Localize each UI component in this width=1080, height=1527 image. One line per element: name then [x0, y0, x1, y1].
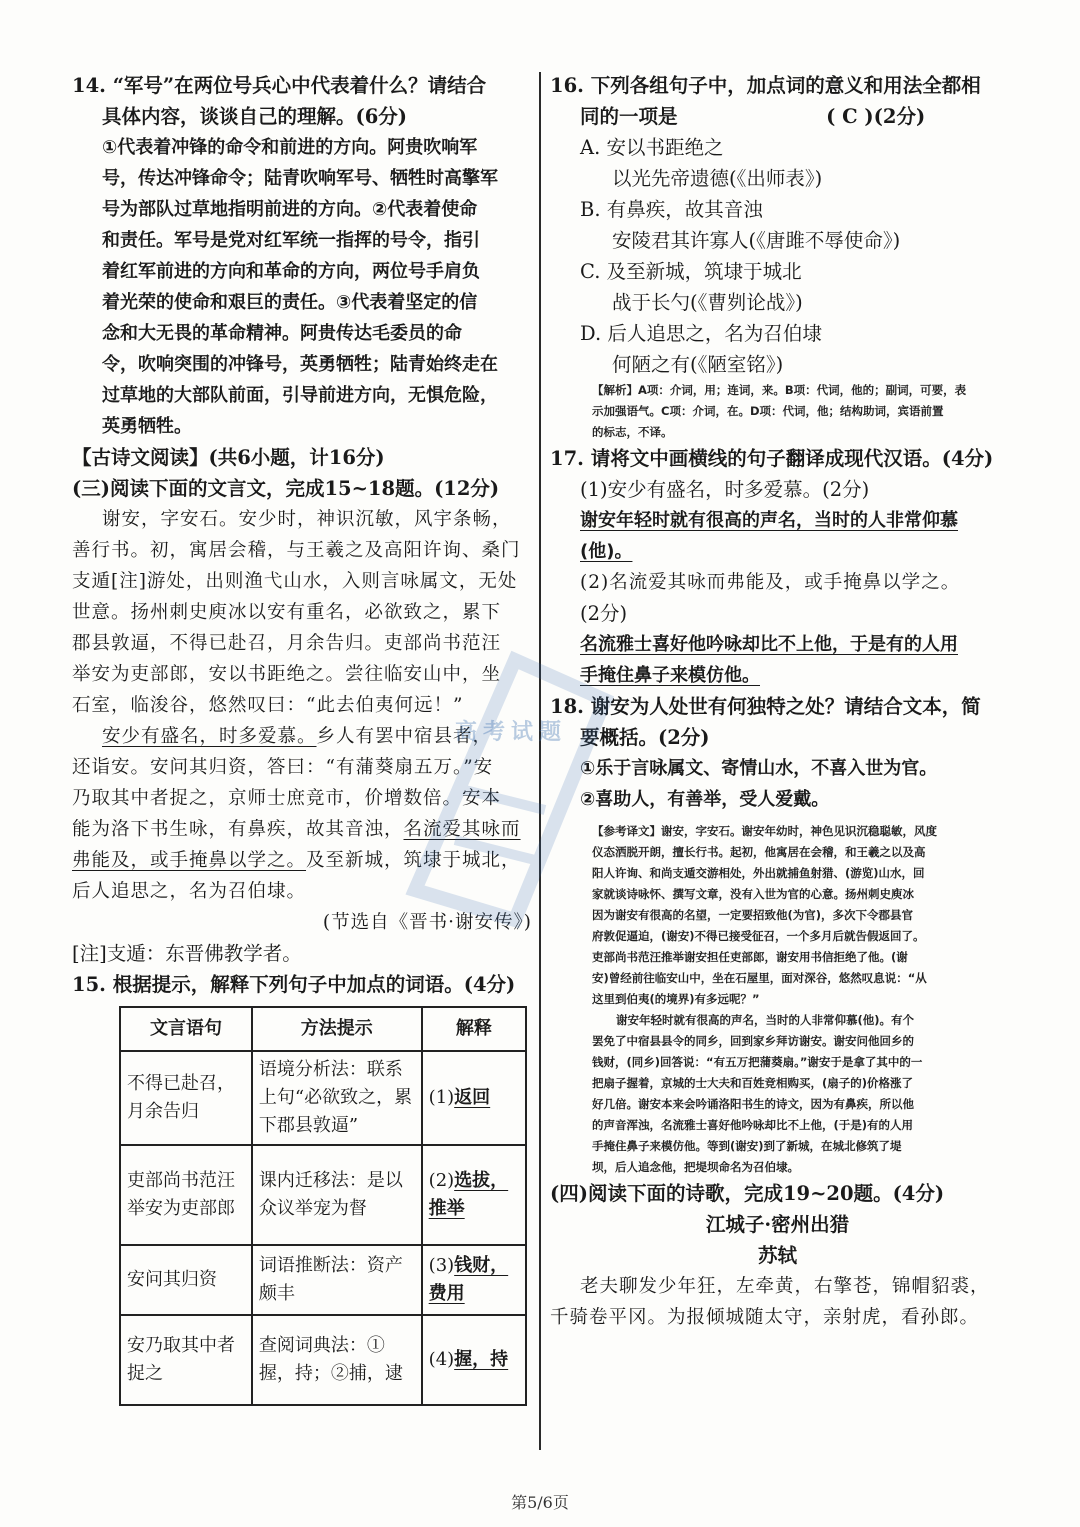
poem-line: 千骑卷平冈。为报倾城随太守，亲射虎，看孙郎。 [550, 1307, 980, 1328]
option-line: D. 后人追思之，名为召伯埭 [580, 322, 822, 345]
q15-stem: 15. 根据提示，解释下列句子中加点的词语。(4分) [72, 973, 516, 996]
q17-part2: (2)名流爱其咏而弗能及，或手掩鼻以学之。 [580, 572, 961, 593]
passage-line: 善行书。初，寓居会稽，与王羲之及高阳许询、桑门 [72, 540, 521, 561]
table-header: 方法提示 [252, 1007, 422, 1051]
table-cell-answer [422, 1051, 526, 1145]
translation-line: 谢安年轻时就有很高的声名，当时的人非常仰慕(他)。有个 [616, 1013, 915, 1027]
q17-answer1-line: (他)。 [580, 541, 633, 562]
poem-author: 苏轼 [757, 1244, 797, 1267]
table-header: 文言语句 [120, 1007, 252, 1051]
answer-number: (3) [428, 1255, 455, 1276]
translation-line: 吏部尚书范汪推举谢安担任吏部郎，谢安用书信拒绝了他。(谢 [592, 950, 908, 964]
q16-stem-line [550, 101, 1005, 132]
subsection-3-title: (三)阅读下面的文言文，完成15~18题。(12分) [72, 477, 500, 500]
table-cell-answer [422, 1145, 526, 1245]
table-cell-sentence: 吏部尚书范汪举安为吏部郎 [120, 1145, 252, 1245]
underlined-sentence: 名流爱其咏而 [403, 819, 521, 840]
q17-answer1-line: 谢安年轻时就有很高的声名，当时的人非常仰慕 [580, 510, 958, 531]
table-row [120, 1051, 526, 1145]
q17-answer2-line: 名流雅士喜好他吟咏却比不上他，于是有的人用 [580, 634, 958, 655]
watermark-text: 高考试题 [455, 719, 568, 745]
option-line: 战于长勺(《曹刿论战》) [612, 291, 803, 314]
table-cell-answer [422, 1245, 526, 1315]
analysis-line: 示加强语气。C项：介词，在。D项：代词，他；结构助词，宾语前置 [592, 404, 944, 418]
table-cell-sentence: 安乃取其中者捉之 [120, 1315, 252, 1405]
poem-line: 老夫聊发少年狂，左牵黄，右擎苍，锦帽貂裘， [580, 1276, 990, 1297]
q14-answer-line: 英勇牺牲。 [102, 416, 192, 437]
answer-text: 返回 [454, 1087, 491, 1108]
table-header: 解释 [422, 1007, 526, 1051]
translation-line: 阳人许询、和尚支遁交游相处，外出就捕鱼射猎、(游览)山水，回 [592, 866, 925, 880]
translation-line: 安)曾经前往临安山中，坐在石屋里，面对深谷，悠然叹息说：“从 [592, 971, 927, 985]
analysis-line: 【解析】A项：介词，用；连词，来。B项：代词，他的；副词，可要，表 [592, 383, 967, 397]
underlined-sentence: 安少有盛名，时多爱慕。 [102, 726, 317, 747]
table-row [120, 1145, 526, 1245]
q15-table [119, 1006, 527, 1406]
passage-line: 还诣安。安问其归资，答曰：“有蒲葵扇五万。”安 [72, 757, 494, 778]
passage-source: (节选自《晋书·谢安传》) [322, 912, 532, 933]
q16-answer-bracket: ( C )(2分) [826, 105, 926, 128]
table-cell-hint: 词语推断法：资产颇丰 [252, 1245, 422, 1315]
q17-part2-score: (2分) [580, 602, 628, 625]
subsection-4-title: (四)阅读下面的诗歌，完成19~20题。(4分) [550, 1182, 945, 1205]
q14-answer-line: 令，吹响突围的冲锋号，英勇牺牲；陆青始终走在 [102, 354, 498, 375]
section-title: 【古诗文阅读】(共6小题，计16分) [72, 446, 385, 469]
answer-number: (2) [428, 1170, 455, 1191]
translation-line: 这里到伯夷(的境界)有多远呢？” [592, 992, 760, 1006]
passage-line: 乃取其中者捉之，京师士庶竞市，价增数倍。安本 [72, 788, 502, 809]
translation-line: 罢免了中宿县县令的同乡，回到家乡拜访谢安。谢安问他回乡的 [592, 1034, 914, 1048]
passage-line: 举安为吏部郎，安以书距绝之。尝往临安山中，坐 [72, 664, 502, 685]
translation-line: 钱财，(同乡)回答说：“有五万把蒲葵扇。”谢安于是拿了其中的一 [592, 1055, 923, 1069]
passage-text: 及至新城，筑埭于城北， [306, 850, 521, 871]
table-cell-hint: 查阅词典法：①握，持；②捕，逮 [252, 1315, 422, 1405]
q14-answer-line: 着红军前进的方向和革命的方向，两位号手肩负 [102, 261, 480, 282]
translation-line: 手掩住鼻子来模仿他。等到(谢安)到了新城，在城北修筑了堤 [592, 1139, 902, 1153]
q14-answer-line: 和责任。军号是党对红军统一指挥的号令，指引 [102, 230, 480, 251]
q14-answer-line: 号，传达冲锋命令；陆青吹响军号、牺牲时高擎军 [102, 168, 498, 189]
table-cell-sentence: 安问其归资 [120, 1245, 252, 1315]
translation-line: 把扇子握着，京城的士大夫和百姓竞相购买，(扇子的)价格涨了 [592, 1076, 914, 1090]
translation-line: 好几倍。谢安本来会吟诵洛阳书生的诗文，因为有鼻疾，所以他 [592, 1097, 914, 1111]
table-cell-sentence: 不得已赴召，月余告归 [120, 1051, 252, 1145]
option-line: 何陋之有(《陋室铭》) [612, 353, 784, 376]
option-line: B. 有鼻疾，故其音浊 [580, 198, 763, 221]
answer-text: 钱财，费用 [428, 1255, 509, 1304]
passage-text: 能为洛下书生咏，有鼻疾，故其音浊， [72, 819, 404, 840]
answer-number: (1) [428, 1087, 455, 1108]
q14-answer-line: 号为部队过草地指明前进的方向。②代表着使命 [102, 199, 478, 220]
underlined-sentence: 弗能及，或手掩鼻以学之。 [72, 850, 307, 871]
q14-stem-line: 14. “军号”在两位号兵心中代表着什么？请结合 [72, 74, 487, 97]
translation-line: 府敦促逼迫，(谢安)不得已接受征召，一个多月后就告假返回了。 [592, 929, 925, 943]
table-cell-hint: 课内迁移法：是以众议举宠为督 [252, 1145, 422, 1245]
option-line: 以光先帝遗德(《出师表》) [612, 167, 823, 190]
table-row [120, 1315, 526, 1405]
passage-line: 世意。扬州刺史庾冰以安有重名，必欲致之，累下 [72, 602, 502, 623]
translation-line: 家就谈诗咏怀、撰写文章，没有入世为官的心意。扬州刺史庾冰 [592, 887, 914, 901]
poem-title: 江城子·密州出猎 [705, 1213, 850, 1236]
translation-line: 坝，后人追念他，把堤坝命名为召伯埭。 [592, 1160, 799, 1174]
option-line: A. 安以书距绝之 [580, 136, 724, 159]
answer-number: (4) [428, 1349, 455, 1370]
q17-part1: (1)安少有盛名，时多爱慕。(2分) [580, 478, 870, 501]
translation-line: 【参考译文】谢安，字安石。谢安年幼时，神色见识沉稳聪敏，风度 [592, 824, 937, 838]
q16-stem-line: 16. 下列各组句子中，加点词的意义和用法全都相 [550, 74, 981, 97]
table-cell-hint: 语境分析法：联系上句“必欲致之，累下郡县敦逼” [252, 1051, 422, 1145]
option-line: 安陵君其许寡人(《唐雎不辱使命》) [612, 229, 901, 252]
q14-answer-line: 过草地的大部队前面，引导前进方向，无惧危险， [102, 385, 498, 406]
table-cell-answer [422, 1315, 526, 1405]
q14-answer-line: ①代表着冲锋的命令和前进的方向。阿贵吹响军 [102, 137, 478, 158]
q17-stem: 17. 请将文中画横线的句子翻译成现代汉语。(4分) [550, 447, 994, 470]
q18-stem-line: 18. 谢安为人处世有何独特之处？请结合文本，简 [550, 695, 981, 718]
table-header-row [120, 1007, 526, 1051]
passage-line: 谢安，字安石。安少时，神识沉敏，风宇条畅， [102, 509, 512, 530]
translation-line: 仪态洒脱开朗，擅长行书。起初，他寓居在会稽，和王羲之以及高 [592, 845, 926, 859]
option-line: C. 及至新城，筑埭于城北 [580, 260, 802, 283]
passage-text: 乡人有罢中宿县者， [316, 726, 493, 747]
q18-stem-line: 要概括。(2分) [580, 726, 710, 749]
answer-text: 握，持 [454, 1349, 509, 1370]
page-number: 第5/6页 [511, 1493, 569, 1512]
q14-answer-line: 着光荣的使命和艰巨的责任。③代表着坚定的信 [102, 292, 478, 313]
q16-stem-text: 同的一项是 [580, 105, 678, 128]
passage-note: [注]支遁：东晋佛教学者。 [72, 942, 302, 965]
translation-line: 的声音浑浊，名流雅士喜好他吟咏却比不上他，(于是)有的人用 [592, 1118, 914, 1132]
q14-stem-line: 具体内容，谈谈自己的理解。(6分) [102, 105, 408, 128]
passage-line: 支遁[注]游处，出则渔弋山水，入则言咏属文，无处 [72, 571, 518, 592]
q18-answer-line: ②喜助人，有善举，受人爱戴。 [580, 789, 830, 810]
passage-line: 后人追思之，名为召伯埭。 [72, 881, 307, 902]
translation-line: 因为谢安有很高的名望，一定要招致他(为官)，多次下令郡县官 [592, 908, 914, 922]
passage-line: 石室，临浚谷，悠然叹曰：“此去伯夷何远！” [72, 695, 464, 716]
analysis-line: 的标志，不译。 [592, 425, 673, 439]
passage-line: 郡县敦逼，不得已赴召，月余告归。吏部尚书范汪 [72, 633, 502, 654]
q18-answer-line: ①乐于言咏属文、寄情山水，不喜入世为官。 [580, 758, 938, 779]
answer-text: 选拔，推举 [428, 1170, 509, 1219]
q17-answer2-line: 手掩住鼻子来模仿他。 [580, 665, 760, 686]
q14-answer-line: 念和大无畏的革命精神。阿贵传达毛委员的命 [102, 323, 462, 344]
watermark-logo-icon [395, 640, 625, 940]
table-row [120, 1245, 526, 1315]
